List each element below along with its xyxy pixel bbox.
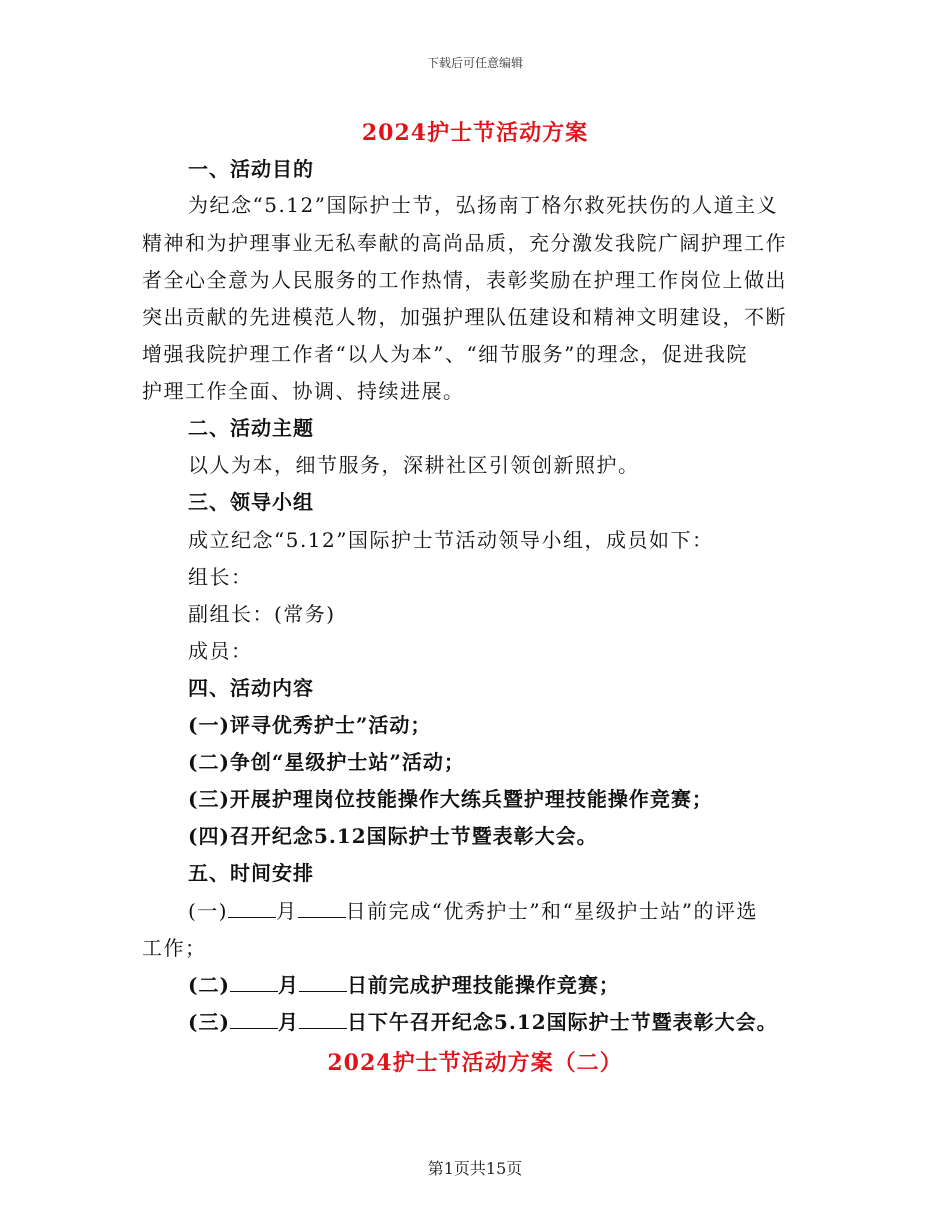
- paragraph-line: 精神和为护理事业无私奉献的高尚品质，充分激发我院广阔护理工作: [142, 231, 787, 255]
- blank-day: [299, 1010, 347, 1029]
- vice-leader-label: 副组长：(常务): [188, 602, 336, 626]
- schedule-item-prefix: (一): [188, 899, 229, 923]
- month-label: 月: [277, 973, 299, 997]
- month-label: 月: [277, 1010, 299, 1034]
- schedule-item-text: 日前完成“优秀护士”和“星级护士站”的评选: [345, 899, 759, 923]
- section-heading-theme: 二、活动主题: [188, 416, 314, 440]
- page-footer: 第1页共15页: [427, 1159, 523, 1178]
- blank-day: [299, 973, 347, 992]
- section-heading-schedule: 五、时间安排: [188, 861, 314, 885]
- theme-text: 以人为本，细节服务，深耕社区引领创新照护。: [188, 453, 640, 477]
- schedule-item: [188, 899, 758, 923]
- paragraph-line: 者全心全意为人民服务的工作热情，表彰奖励在护理工作岗位上做出: [142, 268, 787, 292]
- content-item: (三)开展护理岗位技能操作大练兵暨护理技能操作竞赛；: [188, 787, 713, 811]
- page-header-note: 下载后可任意编辑: [426, 56, 523, 70]
- schedule-item-text: 日前完成护理技能操作竞赛；: [346, 973, 620, 997]
- schedule-item-continuation: 工作；: [142, 936, 207, 960]
- content-item: (一)评寻优秀护士”活动；: [188, 713, 432, 737]
- section-heading-content: 四、活动内容: [188, 676, 314, 700]
- schedule-item-prefix: (二): [188, 973, 230, 997]
- content-item: (四)召开纪念5.12国际护士节暨表彰大会。: [188, 824, 598, 848]
- schedule-item-text: 日下午召开纪念5.12国际护士节暨表彰大会。: [346, 1010, 778, 1034]
- document-title: 2024护士节活动方案: [361, 120, 589, 146]
- paragraph-line: 突出贡献的先进模范人物，加强护理队伍建设和精神文明建设，不断: [142, 305, 787, 329]
- section-heading-purpose: 一、活动目的: [188, 157, 314, 181]
- paragraph-line: 为纪念“5.12”国际护士节，弘扬南丁格尔救死扶伤的人道主义: [188, 193, 778, 217]
- blank-month: [230, 1010, 278, 1029]
- members-label: 成员：: [188, 639, 253, 663]
- schedule-item-prefix: (三): [188, 1010, 230, 1034]
- paragraph-line: 护理工作全面、协调、持续进展。: [142, 379, 465, 403]
- leader-label: 组长：: [188, 565, 253, 589]
- schedule-item: [188, 973, 620, 997]
- next-document-title: 2024护士节活动方案（二）: [327, 1050, 623, 1076]
- blank-month: [228, 899, 276, 918]
- paragraph-line: 增强我院护理工作者“以人为本”、“细节服务”的理念，促进我院: [142, 342, 748, 366]
- month-label: 月: [276, 899, 298, 923]
- leadership-intro: 成立纪念“5.12”国际护士节活动领导小组，成员如下：: [188, 528, 714, 552]
- schedule-item: [188, 1010, 778, 1034]
- blank-day: [298, 899, 346, 918]
- section-heading-leadership: 三、领导小组: [188, 490, 314, 514]
- blank-month: [230, 973, 278, 992]
- content-item: (二)争创“星级护士站”活动；: [188, 750, 465, 774]
